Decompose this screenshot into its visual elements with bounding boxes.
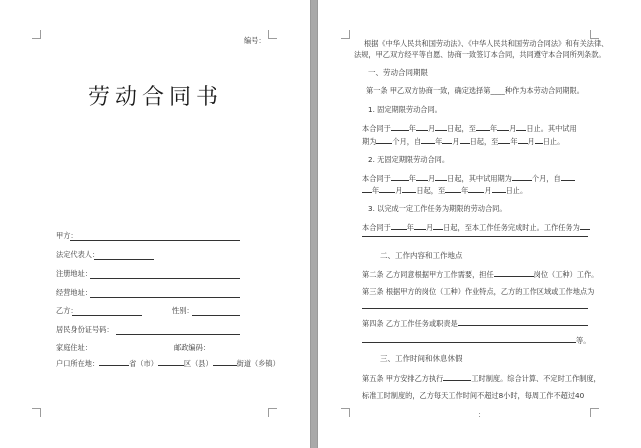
hukou-district-label: 区（县） <box>183 359 213 368</box>
option-2-line-1: 本合同于 年 月 日起，其中试用期为 个月，自 <box>362 173 575 183</box>
section-2-heading: 二、工作内容和工作地点 <box>380 251 463 260</box>
option-1-title: 1. 固定期限劳动合同。 <box>368 105 442 114</box>
contract-page-1 <box>318 0 641 448</box>
article-5-cont: 标准工时制度的，乙方每天工作时间不超过8小时，每周工作不超过40 <box>362 391 585 400</box>
article-4-end: 等。 <box>362 335 590 345</box>
gender-field[interactable] <box>192 315 240 316</box>
hukou-street-label: 街道（乡镇） <box>236 359 280 368</box>
page-marker: ： <box>478 411 485 419</box>
id-number-field[interactable] <box>116 334 240 335</box>
hukou-street-field[interactable] <box>213 358 237 366</box>
task-description-field[interactable] <box>362 236 588 237</box>
margin-mark-bottom-left <box>341 408 350 417</box>
business-address-field[interactable] <box>90 297 240 298</box>
business-address-label: 经营地址： <box>56 288 92 297</box>
legal-rep-field[interactable] <box>94 259 154 260</box>
article-2: 第二条 乙方同意根据甲方工作需要，担任 岗位（工种）工作。 <box>362 270 599 279</box>
article-1: 第一条 甲乙双方协商一致，确定选择第____种作为本劳动合同期限。 <box>366 86 584 95</box>
margin-mark-top-right <box>268 30 277 39</box>
hukou-line <box>56 358 280 368</box>
hukou-province-label: 省（市） <box>129 359 158 368</box>
serial-label: 编号： <box>244 36 266 45</box>
postcode-label: 邮政编码： <box>174 343 210 352</box>
margin-mark-top-left <box>341 30 350 39</box>
margin-mark-bottom-right <box>268 408 277 417</box>
home-address-label: 家庭住址： <box>56 343 92 352</box>
margin-mark-bottom-right <box>590 408 599 417</box>
option-3-title: 3. 以完成一定工作任务为期限的劳动合同。 <box>368 204 507 213</box>
margin-mark-top-right <box>590 30 599 39</box>
article-4: 第四条 乙方工作任务或职责是 <box>362 318 588 328</box>
option-1-line-2: 期为 个月，自 年 月 日起，至 年 月 日止。 <box>362 137 565 146</box>
option-2-title: 2. 无固定期限劳动合同。 <box>368 155 450 164</box>
cover-page <box>0 0 310 448</box>
gender-label: 性别： <box>172 306 194 315</box>
margin-mark-top-left <box>32 30 41 39</box>
intro-line-1: 根据《中华人民共和国劳动法》、《中华人民共和国劳动合同法》和有关法律、 <box>364 39 609 48</box>
article-3: 第三条 根据甲方的岗位（工种）作业特点，乙方的工作区域或工作地点为 <box>362 287 595 296</box>
reg-address-label: 注册地址： <box>56 269 92 278</box>
work-location-field[interactable] <box>362 308 588 309</box>
legal-rep-label: 法定代表人： <box>56 250 100 259</box>
hukou-label: 户口所在地： <box>56 359 100 368</box>
id-number-label: 居民身份证号码： <box>56 325 114 334</box>
party-b-label: 乙方： <box>56 306 78 315</box>
reg-address-field[interactable] <box>90 278 240 279</box>
margin-mark-bottom-left <box>32 408 41 417</box>
document-title: 劳动合同书 <box>88 85 224 110</box>
article-5: 第五条 甲方安排乙方执行 工时制度。综合计算、不定时工作制度， <box>362 374 601 383</box>
hukou-province-field[interactable] <box>99 358 129 366</box>
party-b-field[interactable] <box>72 315 142 316</box>
section-1-heading: 一、劳动合同期限 <box>368 68 428 77</box>
party-a-label: 甲方： <box>56 231 78 240</box>
option-1-line-1: 本合同于 年 月 日起，至 年 月 日止。其中试用 <box>362 124 577 133</box>
hukou-district-field[interactable] <box>158 358 184 366</box>
party-a-field[interactable] <box>70 240 240 241</box>
option-3-line-1: 本合同于 年 月 日起，至本工作任务完成时止。工作任务为 <box>362 222 590 232</box>
option-2-line-2: 年 月 日起，至 年 月 日止。 <box>362 185 527 195</box>
intro-line-2: 法规，甲乙双方经平等自愿、协商一致签订本合同，共同遵守本合同所列条款。 <box>354 50 606 59</box>
section-3-heading: 三、工作时间和休息休假 <box>380 354 463 363</box>
